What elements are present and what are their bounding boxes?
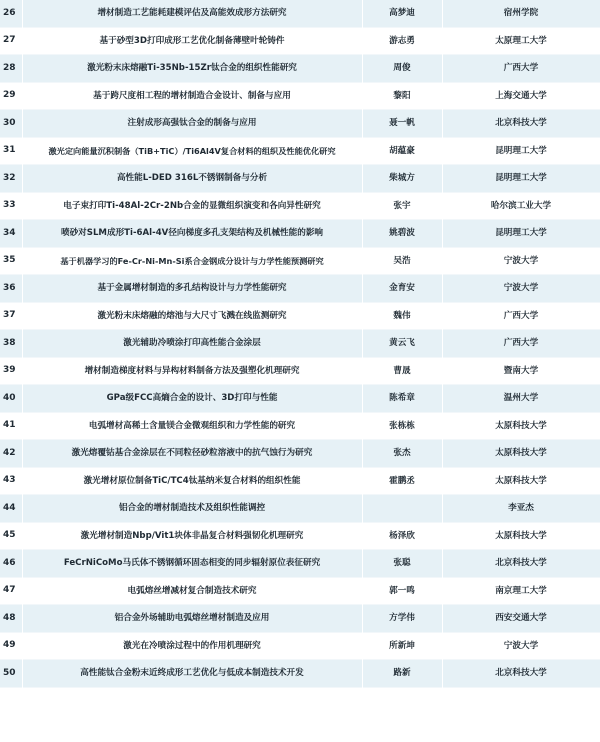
project-title: FeCrNiCoMo马氏体不锈钢循环固态相变的同步辐射原位表征研究 (22, 550, 362, 578)
row-number: 27 (0, 27, 22, 55)
row-number: 32 (0, 165, 22, 193)
row-number: 43 (0, 467, 22, 495)
table-row (0, 550, 600, 578)
table-row (0, 247, 600, 275)
project-leader: 黄云飞 (362, 330, 442, 358)
table-row (0, 302, 600, 330)
project-title: 注射成形高强钛合金的制备与应用 (22, 110, 362, 138)
project-title: 增材制造梯度材料与异构材料制备方法及强塑化机理研究 (22, 357, 362, 385)
project-title: 高性能L-DED 316L不锈钢制备与分析 (22, 165, 362, 193)
table-row (0, 27, 600, 55)
project-title: 激光在冷喷涂过程中的作用机理研究 (22, 632, 362, 660)
project-leader: 霍鹏丞 (362, 467, 442, 495)
table-row (0, 55, 600, 83)
project-title: 电弧增材高稀土含量镁合金微观组织和力学性能的研究 (22, 412, 362, 440)
project-title: 铝合金外场辅助电弧熔丝增材制造及应用 (22, 605, 362, 633)
row-number: 40 (0, 385, 22, 413)
table-row (0, 0, 600, 27)
project-leader: 方学伟 (362, 605, 442, 633)
project-title: 激光定向能量沉积制备（TiB+TiC）/Ti6Al4V复合材料的组织及性能优化研究 (22, 137, 362, 165)
institution: 广西大学 (442, 330, 600, 358)
institution: 宁波大学 (442, 275, 600, 303)
project-leader: 胡蕴豪 (362, 137, 442, 165)
row-number: 28 (0, 55, 22, 83)
project-leader: 吴浩 (362, 247, 442, 275)
table-row (0, 467, 600, 495)
table-row (0, 192, 600, 220)
project-title: 基于金属增材制造的多孔结构设计与力学性能研究 (22, 275, 362, 303)
institution: 宁波大学 (442, 247, 600, 275)
table-row (0, 495, 600, 523)
project-leader: 所新坤 (362, 632, 442, 660)
project-leader: 曹晟 (362, 357, 442, 385)
project-title: 基于跨尺度相工程的增材制造合金设计、制备与应用 (22, 82, 362, 110)
table-row (0, 440, 600, 468)
row-number: 48 (0, 605, 22, 633)
table-row (0, 357, 600, 385)
institution: 温州大学 (442, 385, 600, 413)
project-title: 激光辅助冷喷涂打印高性能合金涂层 (22, 330, 362, 358)
project-leader: 高梦迪 (362, 0, 442, 27)
row-number: 41 (0, 412, 22, 440)
institution: 宁波大学 (442, 632, 600, 660)
institution: 北京科技大学 (442, 550, 600, 578)
row-number: 44 (0, 495, 22, 523)
institution: 太原理工大学 (442, 27, 600, 55)
institution: 哈尔滨工业大学 (442, 192, 600, 220)
row-number: 50 (0, 660, 22, 688)
project-title: 电子束打印Ti-48Al-2Cr-2Nb合金的显微组织演变和各向异性研究 (22, 192, 362, 220)
institution: 北京科技大学 (442, 660, 600, 688)
project-title: 电弧熔丝增减材复合制造技术研究 (22, 577, 362, 605)
project-leader: 张杰 (362, 440, 442, 468)
row-number: 30 (0, 110, 22, 138)
row-number: 46 (0, 550, 22, 578)
project-leader: 黎阳 (362, 82, 442, 110)
project-title: 激光粉末床熔融Ti-35Nb-15Zr钛合金的组织性能研究 (22, 55, 362, 83)
project-leader: 张聪 (362, 550, 442, 578)
project-leader: 姚碧波 (362, 220, 442, 248)
row-number: 49 (0, 632, 22, 660)
project-leader: 柴城方 (362, 165, 442, 193)
project-leader: 张栋栋 (362, 412, 442, 440)
project-title: 高性能钛合金粉末近终成形工艺优化与低成本制造技术开发 (22, 660, 362, 688)
project-leader: 游志勇 (362, 27, 442, 55)
institution: 太原科技大学 (442, 467, 600, 495)
project-title: 喷砂对SLM成形Ti-6Al-4V径向梯度多孔支架结构及机械性能的影响 (22, 220, 362, 248)
project-title: 激光增材原位制备TiC/TC4钛基纳米复合材料的组织性能 (22, 467, 362, 495)
project-leader (362, 495, 442, 523)
institution: 北京科技大学 (442, 110, 600, 138)
project-leader: 杨泽欣 (362, 522, 442, 550)
project-leader: 金育安 (362, 275, 442, 303)
table-row (0, 110, 600, 138)
row-number: 38 (0, 330, 22, 358)
project-title: 铝合金的增材制造技术及组织性能调控 (22, 495, 362, 523)
institution: 太原科技大学 (442, 440, 600, 468)
row-number: 42 (0, 440, 22, 468)
institution: 昆明理工大学 (442, 220, 600, 248)
table-row (0, 82, 600, 110)
row-number: 37 (0, 302, 22, 330)
table-row (0, 275, 600, 303)
project-title: 基于砂型3D打印成形工艺优化制备薄壁叶轮铸件 (22, 27, 362, 55)
project-leader: 魏伟 (362, 302, 442, 330)
table-row (0, 385, 600, 413)
project-title: 激光粉末床熔融的熔池与大尺寸飞溅在线监测研究 (22, 302, 362, 330)
table-row (0, 577, 600, 605)
project-title: 基于机器学习的Fe-Cr-Ni-Mn-Si系合金钢成分设计与力学性能预测研究 (22, 247, 362, 275)
project-leader: 周俊 (362, 55, 442, 83)
institution: 西安交通大学 (442, 605, 600, 633)
institution: 广西大学 (442, 302, 600, 330)
table-row (0, 137, 600, 165)
row-number: 31 (0, 137, 22, 165)
table-row (0, 660, 600, 688)
project-title: 增材制造工艺能耗建模评估及高能效成形方法研究 (22, 0, 362, 27)
table-row (0, 330, 600, 358)
project-leader: 张宇 (362, 192, 442, 220)
table-row (0, 605, 600, 633)
row-number: 35 (0, 247, 22, 275)
institution: 昆明理工大学 (442, 137, 600, 165)
table-row (0, 632, 600, 660)
row-number: 29 (0, 82, 22, 110)
project-title: 激光增材制造Nbp/Vit1块体非晶复合材料强韧化机理研究 (22, 522, 362, 550)
row-number: 34 (0, 220, 22, 248)
institution: 太原科技大学 (442, 412, 600, 440)
institution: 太原科技大学 (442, 522, 600, 550)
project-title: GPa级FCC高熵合金的设计、3D打印与性能 (22, 385, 362, 413)
row-number: 45 (0, 522, 22, 550)
project-leader: 路新 (362, 660, 442, 688)
institution: 上海交通大学 (442, 82, 600, 110)
row-number: 47 (0, 577, 22, 605)
row-number: 39 (0, 357, 22, 385)
project-title: 激光熔覆钴基合金涂层在不同粒径砂粒溶液中的抗气蚀行为研究 (22, 440, 362, 468)
table-row (0, 220, 600, 248)
institution: 宿州学院 (442, 0, 600, 27)
row-number: 36 (0, 275, 22, 303)
table-row (0, 522, 600, 550)
project-leader: 聂一帆 (362, 110, 442, 138)
institution: 暨南大学 (442, 357, 600, 385)
institution: 南京理工大学 (442, 577, 600, 605)
table-row (0, 412, 600, 440)
project-leader: 郭一鸣 (362, 577, 442, 605)
row-number: 26 (0, 0, 22, 27)
project-leader: 陈希章 (362, 385, 442, 413)
institution: 广西大学 (442, 55, 600, 83)
row-number: 33 (0, 192, 22, 220)
table-row (0, 165, 600, 193)
institution: 昆明理工大学 (442, 165, 600, 193)
institution: 李亚杰 (442, 495, 600, 523)
